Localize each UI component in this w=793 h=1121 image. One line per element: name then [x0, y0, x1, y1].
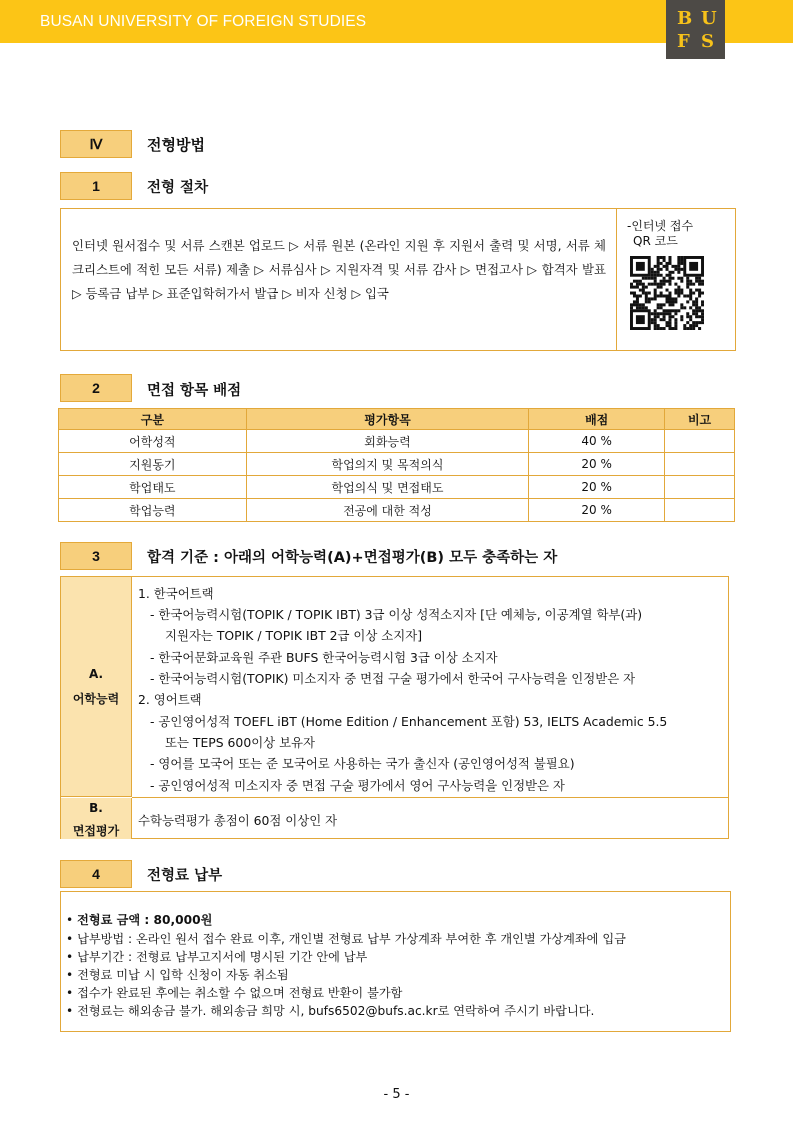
- criteria-line: - 영어를 모국어 또는 준 모국어로 사용하는 국가 출신자 (공인영어성적 불필요): [150, 756, 575, 771]
- logo-letter-b: B: [677, 8, 693, 29]
- table-cell: 지원동기: [59, 453, 247, 476]
- fee-amount-text: 전형료 금액 : 80,000원: [77, 913, 213, 927]
- fee-item-text: 전형료 미납 시 입학 신청이 자동 취소됨: [77, 968, 289, 982]
- col-header: 구분: [59, 409, 247, 430]
- fee-item: • 접수가 완료된 후에는 취소할 수 없으며 전형료 반환이 불가함: [66, 986, 403, 1000]
- criteria-b-text: 수학능력평가 총점이 60점 이상인 자: [138, 813, 338, 828]
- fee-item: • 전형료 미납 시 입학 신청이 자동 취소됨: [66, 968, 289, 982]
- table-cell: 어학성적: [59, 430, 247, 453]
- criteria-b-label-2: 면접평가: [72, 824, 120, 838]
- qr-label-2: QR 코드: [633, 234, 678, 248]
- fee-item: • 납부기간 : 전형료 납부고지서에 명시된 기간 안에 납부: [66, 950, 368, 964]
- table-cell: 학업능력: [59, 499, 247, 522]
- criteria-b-label-cell: [61, 798, 132, 839]
- bufs-logo: [666, 0, 725, 59]
- criteria-divider: [132, 797, 729, 798]
- university-name: BUSAN UNIVERSITY OF FOREIGN STUDIES: [40, 13, 367, 30]
- section-main-badge: Ⅳ: [60, 130, 132, 158]
- section1-title: 전형 절차: [147, 180, 209, 196]
- table-row: [59, 453, 735, 476]
- criteria-line: - 공인영어성적 TOEFL iBT (Home Edition / Enhancement 포함) 53, IELTS Academic 5.5: [150, 714, 668, 729]
- table-cell: [665, 453, 735, 476]
- fee-item-text: 접수가 완료된 후에는 취소할 수 없으며 전형료 반환이 불가함: [77, 986, 403, 1000]
- table-cell: [665, 430, 735, 453]
- table-row: [59, 430, 735, 453]
- procedure-text: 인터넷 원서접수 및 서류 스캔본 업로드 ▷ 서류 원본 (온라인 지원 후 지원서 출력 및 서명, 서류 체크리스트에 적힌 모든 서류) 제출 ▷ 서류심사 ▷ 지원자격 및 서류 감사 ▷ 면접고사 ▷ 합격자 발표 ▷ 등록금 납부 ▷ 표준입학허가서 발급 ▷ 비자 신청 ▷ 입국: [72, 238, 606, 301]
- logo-letter-s: S: [701, 31, 714, 52]
- criteria-a-label-cell: [61, 577, 132, 797]
- section1-badge: 1: [60, 172, 132, 200]
- criteria-line: 지원자는 TOPIK / TOPIK IBT 2급 이상 소지자]: [165, 628, 423, 643]
- criteria-line: - 한국어능력시험(TOPIK) 미소지자 중 면접 구술 평가에서 한국어 구사능력을 인정받은 자: [150, 671, 636, 686]
- fee-item-text: 납부방법 : 온라인 원서 접수 완료 이후, 개인별 전형료 납부 가상계좌 부여한 후 개인별 가상계좌에 입금: [77, 932, 626, 946]
- criteria-line: - 한국어문화교육원 주관 BUFS 한국어능력시험 3급 이상 소지자: [150, 650, 498, 665]
- table-cell: 40 %: [529, 430, 665, 453]
- section3-title: 합격 기준 : 아래의 어학능력(A)+면접평가(B) 모두 충족하는 자: [147, 550, 558, 566]
- criteria-line: 2. 영어트랙: [138, 692, 202, 707]
- table-row: [59, 476, 735, 499]
- table-cell: [665, 476, 735, 499]
- criteria-line: - 한국어능력시험(TOPIK / TOPIK IBT) 3급 이상 성적소지자 [단 예체능, 이공계열 학부(과): [150, 607, 643, 622]
- table-cell: 회화능력: [246, 430, 529, 453]
- table-cell: 전공에 대한 적성: [246, 499, 529, 522]
- table-cell: 20 %: [529, 499, 665, 522]
- table-cell: 학업태도: [59, 476, 247, 499]
- section4-badge: 4: [60, 860, 132, 888]
- fee-amount: • 전형료 금액 : 80,000원: [66, 913, 213, 927]
- criteria-a-label-2: 어학능력: [72, 692, 120, 706]
- col-header: 배점: [529, 409, 665, 430]
- table-row: [59, 499, 735, 522]
- logo-letter-u: U: [701, 8, 717, 29]
- table-cell: 학업의지 및 목적의식: [246, 453, 529, 476]
- table-cell: 학업의식 및 면접태도: [246, 476, 529, 499]
- section-main-title: 전형방법: [147, 136, 205, 154]
- col-header: 평가항목: [246, 409, 529, 430]
- section2-title: 면접 항목 배점: [147, 383, 242, 399]
- table-header-row: [59, 409, 735, 430]
- table-cell: 20 %: [529, 453, 665, 476]
- fee-item: • 전형료는 해외송금 불가. 해외송금 희망 시, bufs6502@bufs.ac.kr로 연락하여 주시기 바랍니다.: [66, 1004, 595, 1018]
- fee-item-text: 전형료는 해외송금 불가. 해외송금 희망 시, bufs6502@bufs.ac.kr로 연락하여 주시기 바랍니다.: [77, 1004, 595, 1018]
- criteria-b-label-1: B.: [89, 801, 103, 815]
- section2-badge: 2: [60, 374, 132, 402]
- qr-label-1: -인터넷 접수: [627, 219, 694, 233]
- fee-item: • 납부방법 : 온라인 원서 접수 완료 이후, 개인별 전형료 납부 가상계좌 부여한 후 개인별 가상계좌에 입금: [66, 932, 626, 946]
- score-table: [58, 408, 735, 522]
- table-cell: [665, 499, 735, 522]
- criteria-a-label-1: A.: [88, 667, 104, 681]
- criteria-line: 1. 한국어트랙: [138, 586, 214, 601]
- section3-badge: 3: [60, 542, 132, 570]
- col-header: 비고: [665, 409, 735, 430]
- table-cell: 20 %: [529, 476, 665, 499]
- section4-title: 전형료 납부: [147, 868, 223, 884]
- page-number: - 5 -: [383, 1087, 410, 1102]
- criteria-line: - 공인영어성적 미소지자 중 면접 구술 평가에서 영어 구사능력을 인정받은 자: [150, 778, 565, 793]
- qr-code-icon[interactable]: [630, 256, 704, 330]
- criteria-line: 또는 TEPS 600이상 보유자: [165, 735, 315, 750]
- logo-letter-f: F: [677, 31, 690, 52]
- fee-item-text: 납부기간 : 전형료 납부고지서에 명시된 기간 안에 납부: [77, 950, 368, 964]
